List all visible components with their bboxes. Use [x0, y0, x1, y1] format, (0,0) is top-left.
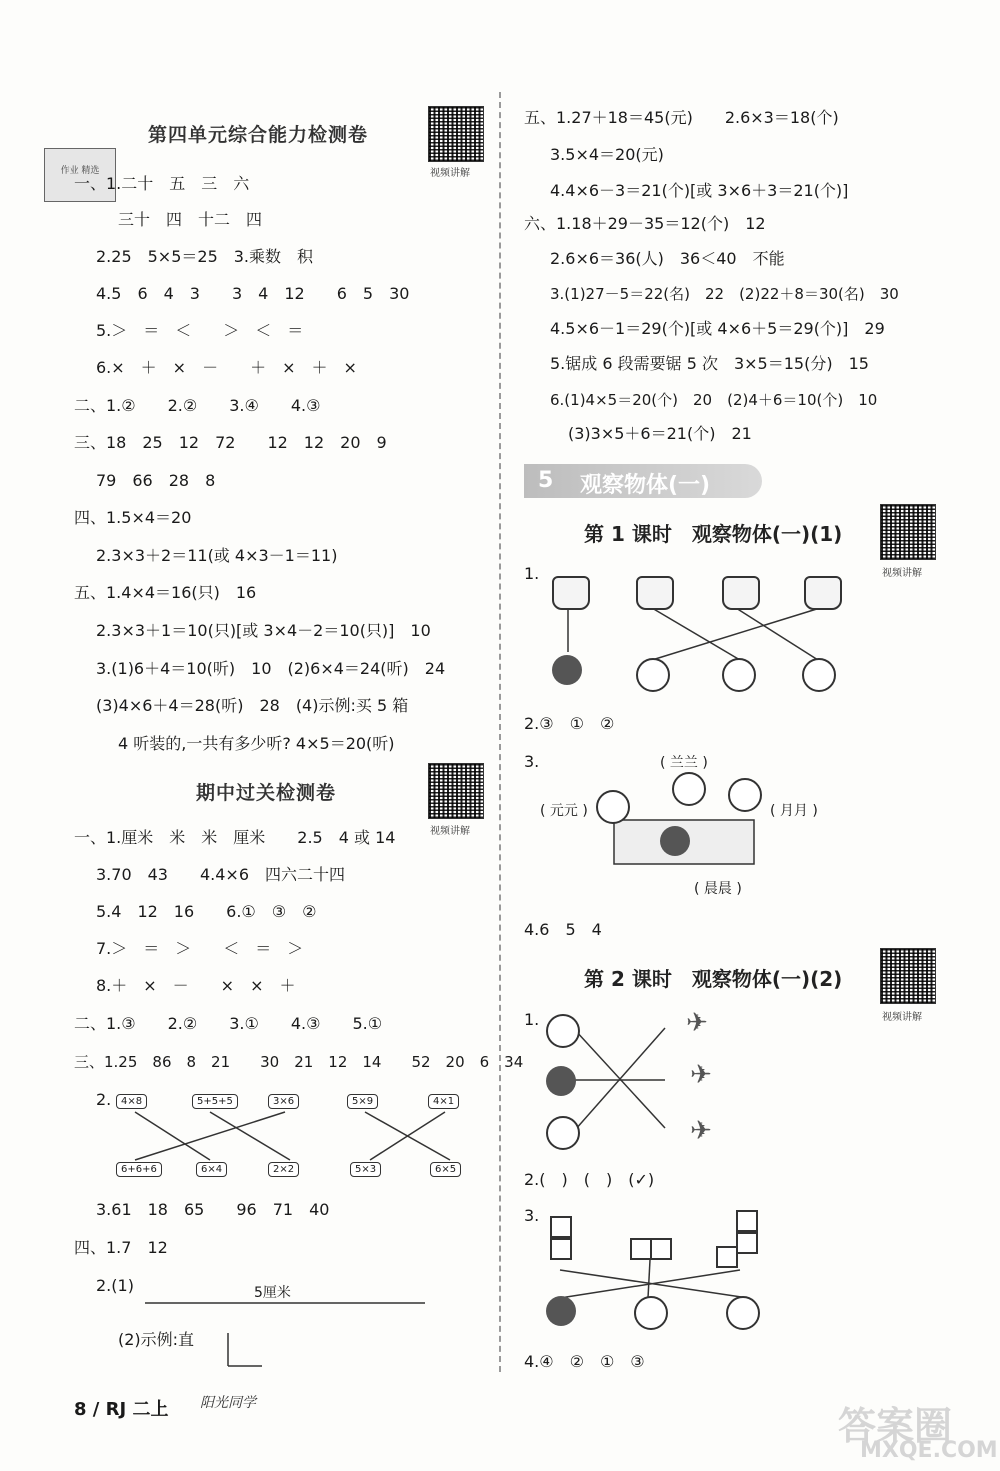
answer-line: 2.6×6＝36(人) 36＜40 不能 — [550, 249, 785, 268]
answer-line: 8.＋ × － × × ＋ — [96, 976, 296, 995]
answer-line: 79 66 28 8 — [96, 471, 216, 490]
answer-line: 3. — [524, 1206, 540, 1225]
answer-line: 3.(1)27－5＝22(名) 22 (2)22＋8＝30(名) 30 — [550, 285, 899, 303]
answer-line: 2.25 5×5＝25 3.乘数 积 — [96, 247, 314, 266]
answer-line: 五、1.4×4＝16(只) 16 — [74, 583, 257, 602]
answer-line: 3. — [524, 752, 540, 771]
stamp-text: 作业 精选 — [60, 166, 100, 176]
qr-label: 视频讲解 — [882, 1012, 922, 1023]
answer-line: (3)4×6＋4＝28(听) 28 (4)示例:买 5 箱 — [96, 696, 409, 715]
answer-line: 3.5×4＝20(元) — [550, 145, 664, 164]
child-back-icon — [660, 826, 690, 856]
child-back-icon — [552, 655, 582, 685]
answer-line: 五、1.27＋18＝45(元) 2.6×3＝18(个) — [524, 108, 839, 127]
answer-line: 1. — [524, 1010, 540, 1029]
answer-line: (3)3×5＋6＝21(个) 21 — [568, 424, 752, 443]
qr-label: 视频讲解 — [430, 168, 470, 179]
match-line — [652, 608, 740, 660]
match-line — [135, 1112, 285, 1160]
match-box-top: 5×9 — [347, 1094, 378, 1109]
answer-line: 6.(1)4×5＝20(个) 20 (2)4＋6＝10(个) 10 — [550, 391, 878, 409]
answer-line: (2)示例:直 — [118, 1330, 195, 1349]
qr-code-icon[interactable] — [880, 504, 936, 560]
qr-code-icon[interactable] — [880, 948, 936, 1004]
child-face-icon — [802, 658, 836, 692]
match-box-top: 5+5+5 — [192, 1094, 238, 1109]
child-face-icon — [722, 658, 756, 692]
answer-line: 二、1.② 2.② 3.④ 4.③ — [74, 396, 321, 415]
answer-line: 4 听装的,一共有多少听? 4×5＝20(听) — [118, 734, 395, 753]
child-face-icon — [726, 1296, 760, 1330]
answer-line: 4.5 6 4 3 3 4 12 6 5 30 — [96, 284, 410, 303]
match-box-bottom: 6×5 — [430, 1162, 461, 1177]
child-figure-icon — [672, 772, 706, 806]
answer-line: 4.4×6－3＝21(个)[或 3×6＋3＝21(个)] — [550, 181, 849, 200]
answer-line: 3.(1)6＋4＝10(听) 10 (2)6×4＝24(听) 24 — [96, 659, 446, 678]
airplane-front-icon: ✈ — [686, 1008, 708, 1038]
match-line — [652, 608, 820, 660]
match-box-bottom: 2×2 — [268, 1162, 299, 1177]
qr-label: 视频讲解 — [882, 568, 922, 579]
answer-line: 4.5×6－1＝29(个)[或 4×6＋5＝29(个)] 29 — [550, 319, 885, 338]
answer-line: 4.④ ② ① ③ — [524, 1352, 645, 1371]
teapot-icon — [722, 576, 760, 610]
answer-line: 四、1.7 12 — [74, 1238, 168, 1257]
answer-line: 3.70 43 4.4×6 四六二十四 — [96, 865, 346, 884]
unit4-test-title: 第四单元综合能力检测卷 — [148, 124, 369, 146]
match-box-top: 4×1 — [428, 1094, 459, 1109]
answer-line: 2. — [96, 1090, 112, 1109]
child-figure-icon — [596, 790, 630, 824]
child-back-icon — [546, 1066, 576, 1096]
answer-line: 7.＞ ＝ ＞ ＜ ＝ ＞ — [96, 939, 304, 958]
lesson2-title: 第 2 课时 观察物体(一)(2) — [584, 967, 843, 991]
child-back-icon — [546, 1296, 576, 1326]
answer-line: 6.× ＋ × － ＋ × ＋ × — [96, 358, 357, 377]
answer-line: 四、1.5×4＝20 — [74, 508, 192, 527]
answer-line: 5.锯成 6 段需要锯 5 次 3×5＝15(分) 15 — [550, 354, 869, 373]
watermark: 答案圈 — [838, 1404, 953, 1448]
match-line — [210, 1112, 290, 1160]
airplane-side-icon: ✈ — [690, 1060, 712, 1090]
cube-view-icon — [716, 1246, 738, 1268]
child-figure-icon — [728, 778, 762, 812]
match-line — [648, 1260, 650, 1298]
answer-line: 5.4 12 16 6.① ③ ② — [96, 902, 317, 921]
answer-line: 2.(1) — [96, 1276, 134, 1295]
cube-view-icon — [650, 1238, 672, 1260]
answer-line: 4.6 5 4 — [524, 920, 602, 939]
match-box-top: 3×6 — [268, 1094, 299, 1109]
cube-view-icon — [550, 1216, 572, 1238]
unit-title: 观察物体(一) — [580, 473, 711, 498]
teapot-icon — [552, 576, 590, 610]
answer-line: 5.＞ ＝ ＜ ＞ ＜ ＝ — [96, 321, 304, 340]
match-line — [736, 608, 818, 660]
answer-line: 三、1.25 86 8 21 30 21 12 14 52 20 6 34 — [74, 1053, 524, 1071]
answer-line: 三、18 25 12 72 12 12 20 9 — [74, 433, 387, 452]
answer-line: 一、1.厘米 米 米 厘米 2.5 4 或 14 — [74, 828, 396, 847]
unit-banner — [524, 464, 762, 498]
name-label-chenchen: ( 晨晨 ) — [694, 881, 742, 897]
child-face-icon — [546, 1014, 580, 1048]
airplane-top-icon: ✈ — [690, 1116, 712, 1146]
teapot-icon — [636, 576, 674, 610]
match-line — [575, 1028, 665, 1130]
match-line — [370, 1112, 445, 1160]
unit-number: 5 — [538, 468, 554, 493]
match-line — [135, 1112, 210, 1160]
name-label-yueyue: ( 月月 ) — [770, 803, 818, 819]
match-box-bottom: 5×3 — [350, 1162, 381, 1177]
watermark-url: MXQE.COM — [860, 1438, 998, 1463]
cube-view-icon — [550, 1238, 572, 1260]
child-face-icon — [634, 1296, 668, 1330]
answer-line: 三十 四 十二 四 — [118, 210, 263, 229]
brand-logo: 阳光同学 — [200, 1395, 256, 1411]
cube-view-icon — [736, 1232, 758, 1254]
answer-line: 2.③ ① ② — [524, 714, 615, 733]
answer-line: 2.( ) ( ) (✓) — [524, 1170, 655, 1189]
name-label-lanlan: ( 兰兰 ) — [660, 755, 708, 771]
cube-view-icon — [736, 1210, 758, 1232]
answer-line: 3.61 18 65 96 71 40 — [96, 1200, 330, 1219]
answer-line: 2.3×3＋1＝10(只)[或 3×4－2＝10(只)] 10 — [96, 621, 431, 640]
name-label-yuanyuan: ( 元元 ) — [540, 803, 588, 819]
qr-label: 视频讲解 — [430, 826, 470, 837]
column-divider — [499, 92, 501, 1372]
answer-line: 2.3×3＋2＝11(或 4×3－1＝11) — [96, 546, 338, 565]
page-footer: 8 / RJ 二上 — [74, 1399, 169, 1420]
cube-view-icon — [630, 1238, 652, 1260]
teapot-icon — [804, 576, 842, 610]
match-box-bottom: 6+6+6 — [116, 1162, 162, 1177]
child-face-icon — [636, 658, 670, 692]
answer-line: 1. — [524, 564, 540, 583]
answer-line: 六、1.18＋29－35＝12(个) 12 — [524, 214, 766, 233]
match-box-top: 4×8 — [116, 1094, 147, 1109]
answer-line: 一、1.二十 五 三 六 — [74, 174, 250, 193]
ruler-label: 5厘米 — [254, 1285, 291, 1301]
midterm-test-title: 期中过关检测卷 — [196, 782, 337, 804]
match-box-bottom: 6×4 — [196, 1162, 227, 1177]
answer-line: 二、1.③ 2.② 3.① 4.③ 5.① — [74, 1014, 383, 1033]
child-face-icon — [546, 1116, 580, 1150]
lesson1-title: 第 1 课时 观察物体(一)(1) — [584, 522, 843, 546]
